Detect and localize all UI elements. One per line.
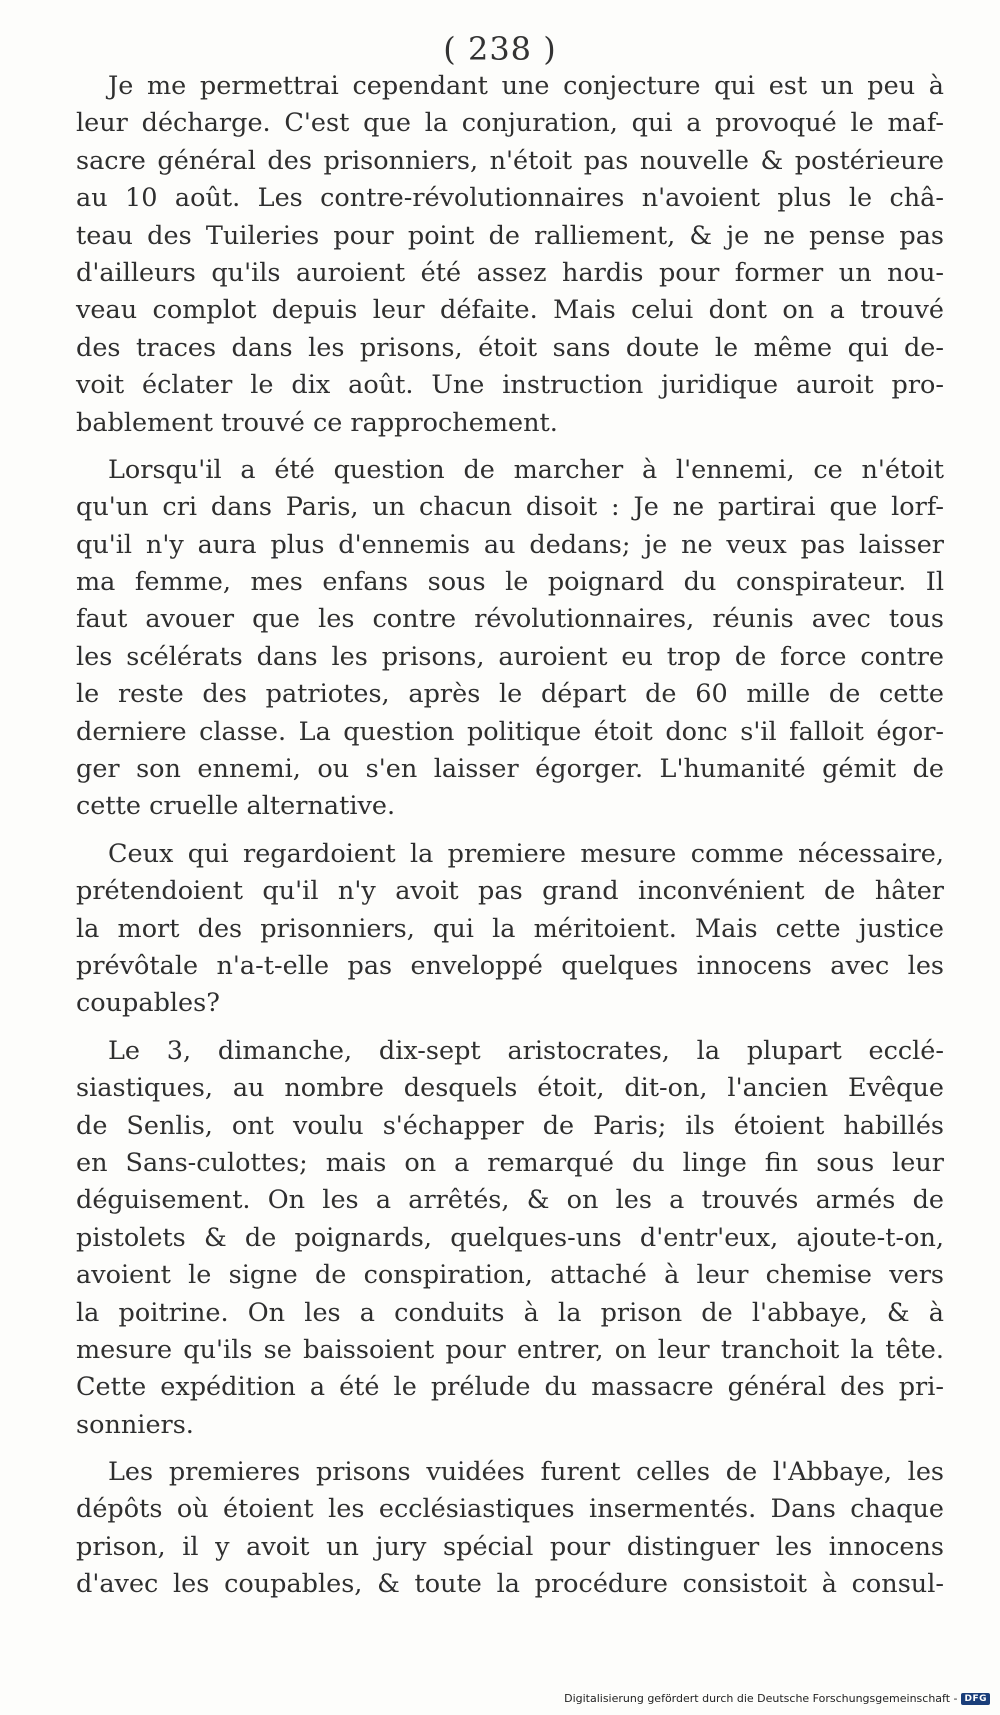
text-line: ger son ennemi, ou s'en laisser égorger. L'humanité gémit de: [76, 754, 944, 785]
page-number: ( 238 ): [443, 30, 557, 68]
text-line: déguisement. On les a arrêtés, & on les a trouvés armés de: [76, 1185, 944, 1216]
body-text: [76, 68, 944, 1604]
paragraph-1: [76, 68, 944, 442]
text-line: mesure qu'ils se baissoient pour entrer, on leur tranchoit la tête.: [76, 1334, 944, 1365]
text-line: voit éclater le dix août. Une instruction juridique auroit pro-: [76, 370, 944, 401]
text-line: pistolets & de poignards, quelques-uns d'entr'eux, ajoute-t-on,: [76, 1222, 944, 1253]
text-line: leur décharge. C'est que la conjuration, qui a provoqué le maf-: [76, 108, 944, 139]
text-line: prétendoient qu'il n'y avoit pas grand inconvénient de hâter: [76, 876, 944, 907]
digitization-footer: [564, 1692, 990, 1705]
text-line: Les premieres prisons vuidées furent celles de l'Abbaye, les: [108, 1457, 944, 1488]
text-line: Le 3, dimanche, dix-sept aristocrates, la plupart ecclé-: [108, 1035, 944, 1066]
text-line: Lorsqu'il a été question de marcher à l'ennemi, ce n'étoit: [108, 454, 944, 485]
text-line: sonniers.: [76, 1409, 194, 1440]
text-line: au 10 août. Les contre-révolutionnaires n'avoient plus le châ-: [76, 183, 944, 214]
text-line: Ceux qui regardoient la premiere mesure comme nécessaire,: [108, 838, 944, 869]
text-line: dépôts où étoient les ecclésiastiques insermentés. Dans chaque: [76, 1494, 944, 1525]
text-line: coupables?: [76, 988, 220, 1019]
text-line: Cette expédition a été le prélude du massacre général des pri-: [76, 1372, 944, 1403]
paragraph-4: [76, 1033, 944, 1444]
text-line: faut avouer que les contre révolutionnaires, réunis avec tous: [76, 604, 944, 635]
paragraph-5: [76, 1454, 944, 1604]
dfg-logo-icon: DFG: [961, 1693, 990, 1705]
text-line: sacre général des prisonniers, n'étoit pas nouvelle & postérieure: [76, 145, 944, 176]
text-line: bablement trouvé ce rapprochement.: [76, 407, 558, 438]
text-line: de Senlis, ont voulu s'échapper de Paris; ils étoient habillés: [76, 1110, 944, 1141]
text-line: d'avec les coupables, & toute la procédure consistoit à consul-: [76, 1569, 944, 1600]
text-line: ma femme, mes enfans sous le poignard du conspirateur. Il: [76, 567, 944, 598]
text-line: prévôtale n'a-t-elle pas enveloppé quelques innocens avec les: [76, 950, 944, 981]
text-line: d'ailleurs qu'ils auroient été assez hardis pour former un nou-: [76, 257, 944, 288]
footer-text: Digitalisierung gefördert durch die Deutsche Forschungsgemeinschaft -: [564, 1692, 958, 1705]
text-line: derniere classe. La question politique étoit donc s'il falloit égor-: [76, 716, 944, 747]
text-line: en Sans-culottes; mais on a remarqué du linge fin sous leur: [76, 1147, 944, 1178]
paragraph-3: [76, 836, 944, 1023]
text-line: qu'il n'y aura plus d'ennemis au dedans; je ne veux pas laisser: [76, 529, 944, 560]
text-line: Je me permettrai cependant une conjecture qui est un peu à: [108, 71, 944, 101]
text-line: teau des Tuileries pour point de ralliement, & je ne pense pas: [76, 220, 944, 251]
text-line: siastiques, au nombre desquels étoit, dit-on, l'ancien Evêque: [76, 1073, 944, 1104]
text-line: prison, il y avoit un jury spécial pour distinguer les innocens: [76, 1531, 944, 1562]
text-line: qu'un cri dans Paris, un chacun disoit : Je ne partirai que lorf-: [76, 492, 944, 523]
text-line: la mort des prisonniers, qui la méritoient. Mais cette justice: [76, 913, 944, 944]
paragraph-2: [76, 452, 944, 826]
text-line: le reste des patriotes, après le départ de 60 mille de cette: [76, 679, 944, 710]
text-line: cette cruelle alternative.: [76, 791, 396, 822]
text-line: les scélérats dans les prisons, auroient eu trop de force contre: [76, 641, 944, 672]
text-line: des traces dans les prisons, étoit sans doute le même qui de-: [76, 332, 944, 363]
text-line: veau complot depuis leur défaite. Mais celui dont on a trouvé: [76, 295, 944, 326]
text-line: la poitrine. On les a conduits à la prison de l'abbaye, & à: [76, 1297, 944, 1328]
text-line: avoient le signe de conspiration, attaché à leur chemise vers: [76, 1260, 944, 1291]
